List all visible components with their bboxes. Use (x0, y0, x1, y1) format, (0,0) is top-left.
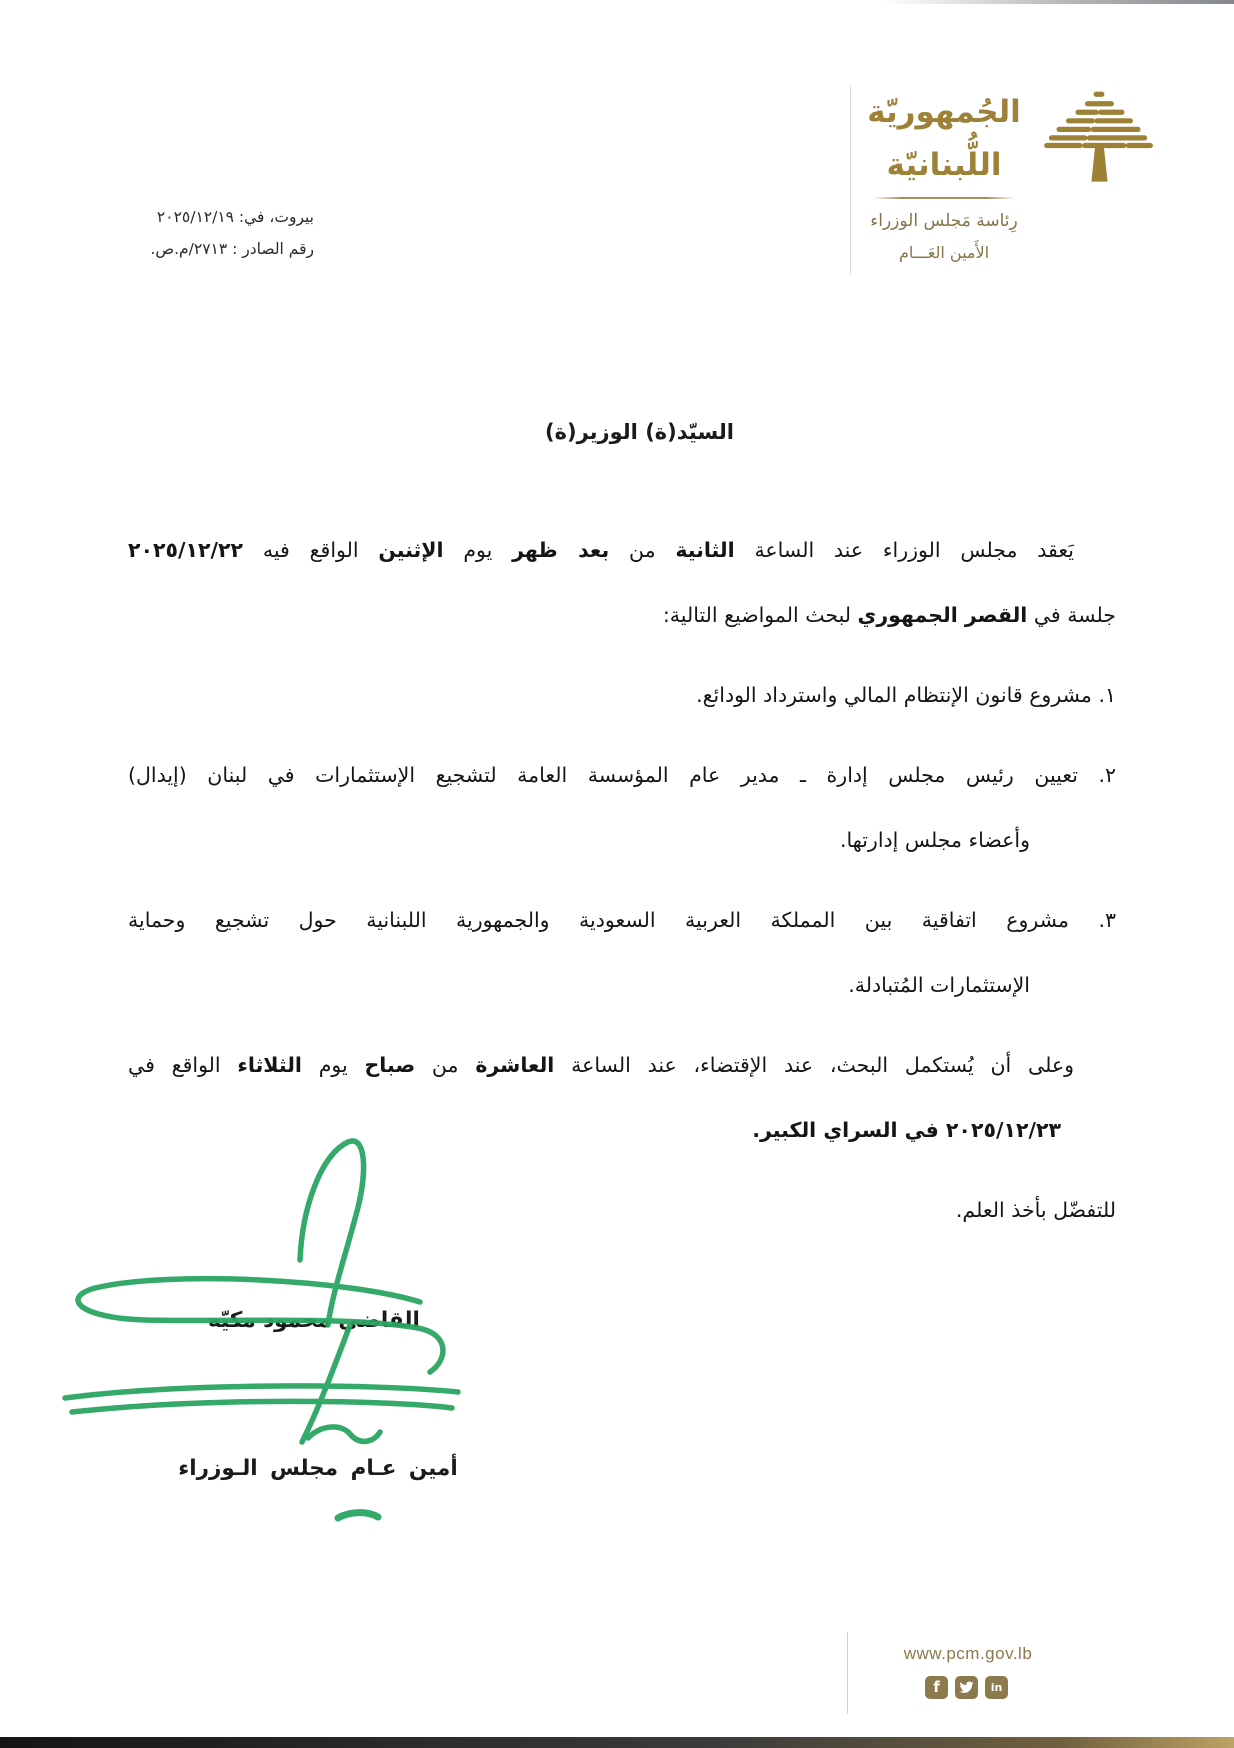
text-run: وعلى أن يُستكمل البحث، عند الإقتضاء، عند الساعة (554, 1053, 1075, 1077)
agenda-item-3 (128, 888, 1116, 1018)
salutation: السيّد(ة) الوزير(ة) (545, 420, 734, 444)
website-link[interactable]: www.pcm.gov.lb (903, 1644, 1033, 1663)
text-run: يوم (443, 538, 513, 562)
letterhead (860, 86, 1156, 265)
signatory-title: أمين عـام مجلس الـوزراء (178, 1456, 458, 1481)
agenda-item-2 (128, 743, 1116, 873)
republic-name (860, 86, 1028, 191)
text-run: لبحث المواضيع التالية: (662, 603, 858, 627)
agenda-text: مشروع اتفاقية بين المملكة العربية السعودية والجمهورية اللبنانية حول تشجيع وحماية (128, 908, 1069, 932)
signatory-name: القاضي محمود مكيّه (208, 1308, 420, 1333)
agenda-item-1 (128, 663, 1116, 728)
republic-name-line2: اللُّبنانيّة (886, 146, 1002, 183)
cedar-tree-icon (1042, 86, 1156, 186)
reference-block (92, 202, 314, 266)
twitter-icon[interactable] (955, 1676, 978, 1699)
twitter-bird-glyph (959, 1680, 974, 1695)
handwritten-signature (50, 1120, 480, 1550)
text-run-bold: الإثنين (378, 538, 444, 562)
scan-artifact-bottom (0, 1737, 1234, 1748)
agenda-number: ٢. (1098, 763, 1116, 787)
cedar-trunk (1091, 146, 1107, 182)
text-run-bold: الثانية (675, 538, 735, 562)
text-run: يوم (301, 1053, 365, 1077)
meeting-paragraph-line2 (128, 583, 1116, 648)
agenda-number: ٣. (1098, 908, 1116, 932)
agenda-item-2-line1 (128, 743, 1116, 808)
footer-divider-rule (847, 1632, 848, 1714)
agenda-item-3-line2 (128, 953, 1116, 1018)
text-run-bold: الثلاثاء (237, 1053, 302, 1077)
presidency-label: رِئاسة مَجلس الوزراء (870, 211, 1018, 232)
facebook-icon[interactable] (925, 1676, 948, 1699)
text-run-bold: صباح (364, 1053, 416, 1077)
agenda-text: وأعضاء مجلس إدارتها. (840, 828, 1030, 852)
text-run: جلسة في (1027, 603, 1116, 627)
agenda-item-3-line1 (128, 888, 1116, 953)
meeting-paragraph (128, 518, 1116, 648)
agenda-text: مشروع قانون الإنتظام المالي واسترداد الودائع. (696, 683, 1092, 707)
text-run-bold: بعد ظهر (512, 538, 610, 562)
text-run: الواقع في (128, 1053, 238, 1077)
city-date-line: بيروت، في: ٢٠٢٥/١٢/١٩ (156, 208, 314, 226)
agenda-item-2-line2 (128, 808, 1116, 873)
text-run-bold: ٢٠٢٥/١٢/٢٢ (128, 538, 244, 562)
continuation-paragraph-line1 (128, 1033, 1116, 1098)
social-icons (925, 1676, 1008, 1699)
issue-number-line: رقم الصادر : ٢٧١٣/م.ص. (150, 239, 314, 258)
agenda-item-1-line (128, 663, 1116, 728)
letterhead-divider-rule (850, 86, 851, 274)
agenda-text: تعيين رئيس مجلس إدارة ـ مدير عام المؤسسة العامة لتشجيع الإستثمارات في لبنان (إيدال) (128, 763, 1078, 787)
agenda-text: الإستثمارات المُتبادلة. (848, 973, 1030, 997)
agenda-number: ١. (1098, 683, 1116, 707)
gold-divider (873, 197, 1015, 199)
secretary-general-label: الأَمين العَـــام (898, 242, 990, 262)
text-run: يَعقد مجلس الوزراء عند الساعة (734, 538, 1074, 562)
republic-name-line1: الجُمهوريّة (867, 94, 1021, 130)
closing-line: للتفضّل بأخذ العلم. (955, 1198, 1116, 1222)
text-run: من (609, 538, 676, 562)
facebook-glyph: f (933, 1678, 940, 1696)
text-run-bold: ٢٠٢٥/١٢/٢٣ في السراي الكبير. (752, 1118, 1061, 1142)
republic-emblem-text (860, 86, 1028, 265)
linkedin-glyph: in (990, 1681, 1003, 1694)
text-run-bold: القصر الجمهوري (857, 603, 1028, 627)
text-run-bold: العاشرة (475, 1053, 555, 1077)
meeting-paragraph-line1 (128, 518, 1116, 583)
linkedin-icon[interactable] (985, 1676, 1008, 1699)
text-run: الواقع فيه (243, 538, 379, 562)
scan-artifact-top (864, 0, 1234, 4)
text-run: من (415, 1053, 476, 1077)
